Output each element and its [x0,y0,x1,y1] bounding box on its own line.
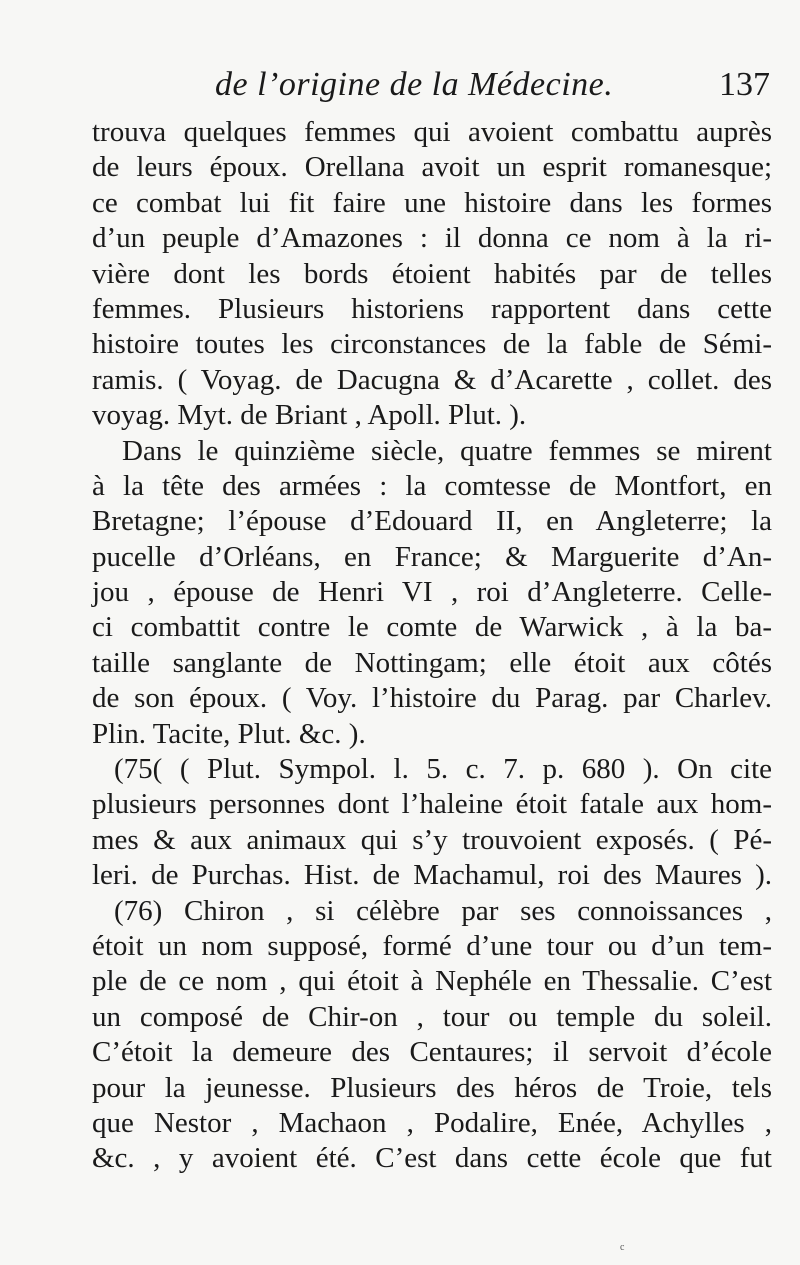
text-line: Bretagne; l’épouse d’Edouard II, en Angleterre; la [92,505,772,538]
text-line: ple de ce nom , qui étoit à Nephéle en Thessalie. C’est [92,965,772,998]
text-line: à la tête des armées : la comtesse de Montfort, en [92,469,772,502]
footer-mark: c [620,1242,625,1253]
text-line: un composé de Chir-on , tour ou temple du soleil. [92,1000,772,1033]
text-line: ci combattit contre le comte de Warwick , à la ba- [92,611,772,644]
text-line: (76) Chiron , si célèbre par ses connoissances , [114,894,772,927]
text-line: ramis. ( Voyag. de Dacugna & d’Acarette , collet. des [92,363,772,396]
page-number: 137 [719,66,770,103]
text-line: de leurs époux. Orellana avoit un esprit romanesque; [92,151,772,184]
text-line: femmes. Plusieurs historiens rapportent dans cette [92,292,772,325]
page-header [90,66,770,110]
text-line: histoire toutes les circonstances de la fable de Sémi- [92,328,772,361]
text-line: C’étoit la demeure des Centaures; il servoit d’école [92,1036,772,1069]
text-line: pucelle d’Orléans, en France; & Marguerite d’An- [92,540,772,573]
text-line: &c. , y avoient été. C’est dans cette école que fut [92,1142,772,1175]
text-line: plusieurs personnes dont l’haleine étoit fatale aux hom- [92,788,772,821]
text-line: leri. de Purchas. Hist. de Machamul, roi des Maures ). [92,859,772,892]
text-line: que Nestor , Machaon , Podalire, Enée, Achylles , [92,1106,772,1139]
text-line: Plin. Tacite, Plut. &c. ). [92,717,366,750]
text-line: mes & aux animaux qui s’y trouvoient exposés. ( Pé- [92,823,772,856]
text-line: étoit un nom supposé, formé d’une tour ou d’un tem- [92,929,772,962]
text-line: de son époux. ( Voy. l’histoire du Parag. par Charlev. [92,682,772,715]
text-line: vière dont les bords étoient habités par de telles [92,257,772,290]
text-line: ce combat lui fit faire une histoire dans les formes [92,186,772,219]
body-text [92,115,772,1177]
text-line: Dans le quinzième siècle, quatre femmes se mirent [122,434,772,467]
text-line: voyag. Myt. de Briant , Apoll. Plut. ). [92,399,527,432]
running-title: de l’origine de la Médecine. [215,66,614,103]
text-line: jou , épouse de Henri VI , roi d’Angleterre. Celle- [92,576,772,609]
text-line: pour la jeunesse. Plusieurs des héros de Troie, tels [92,1071,772,1104]
text-line: (75( ( Plut. Sympol. l. 5. c. 7. p. 680 ). On cite [114,753,772,786]
text-line: d’un peuple d’Amazones : il donna ce nom à la ri- [92,222,772,255]
text-line: trouva quelques femmes qui avoient combattu auprès [92,116,772,148]
text-line: taille sanglante de Nottingam; elle étoit aux côtés [92,646,772,679]
